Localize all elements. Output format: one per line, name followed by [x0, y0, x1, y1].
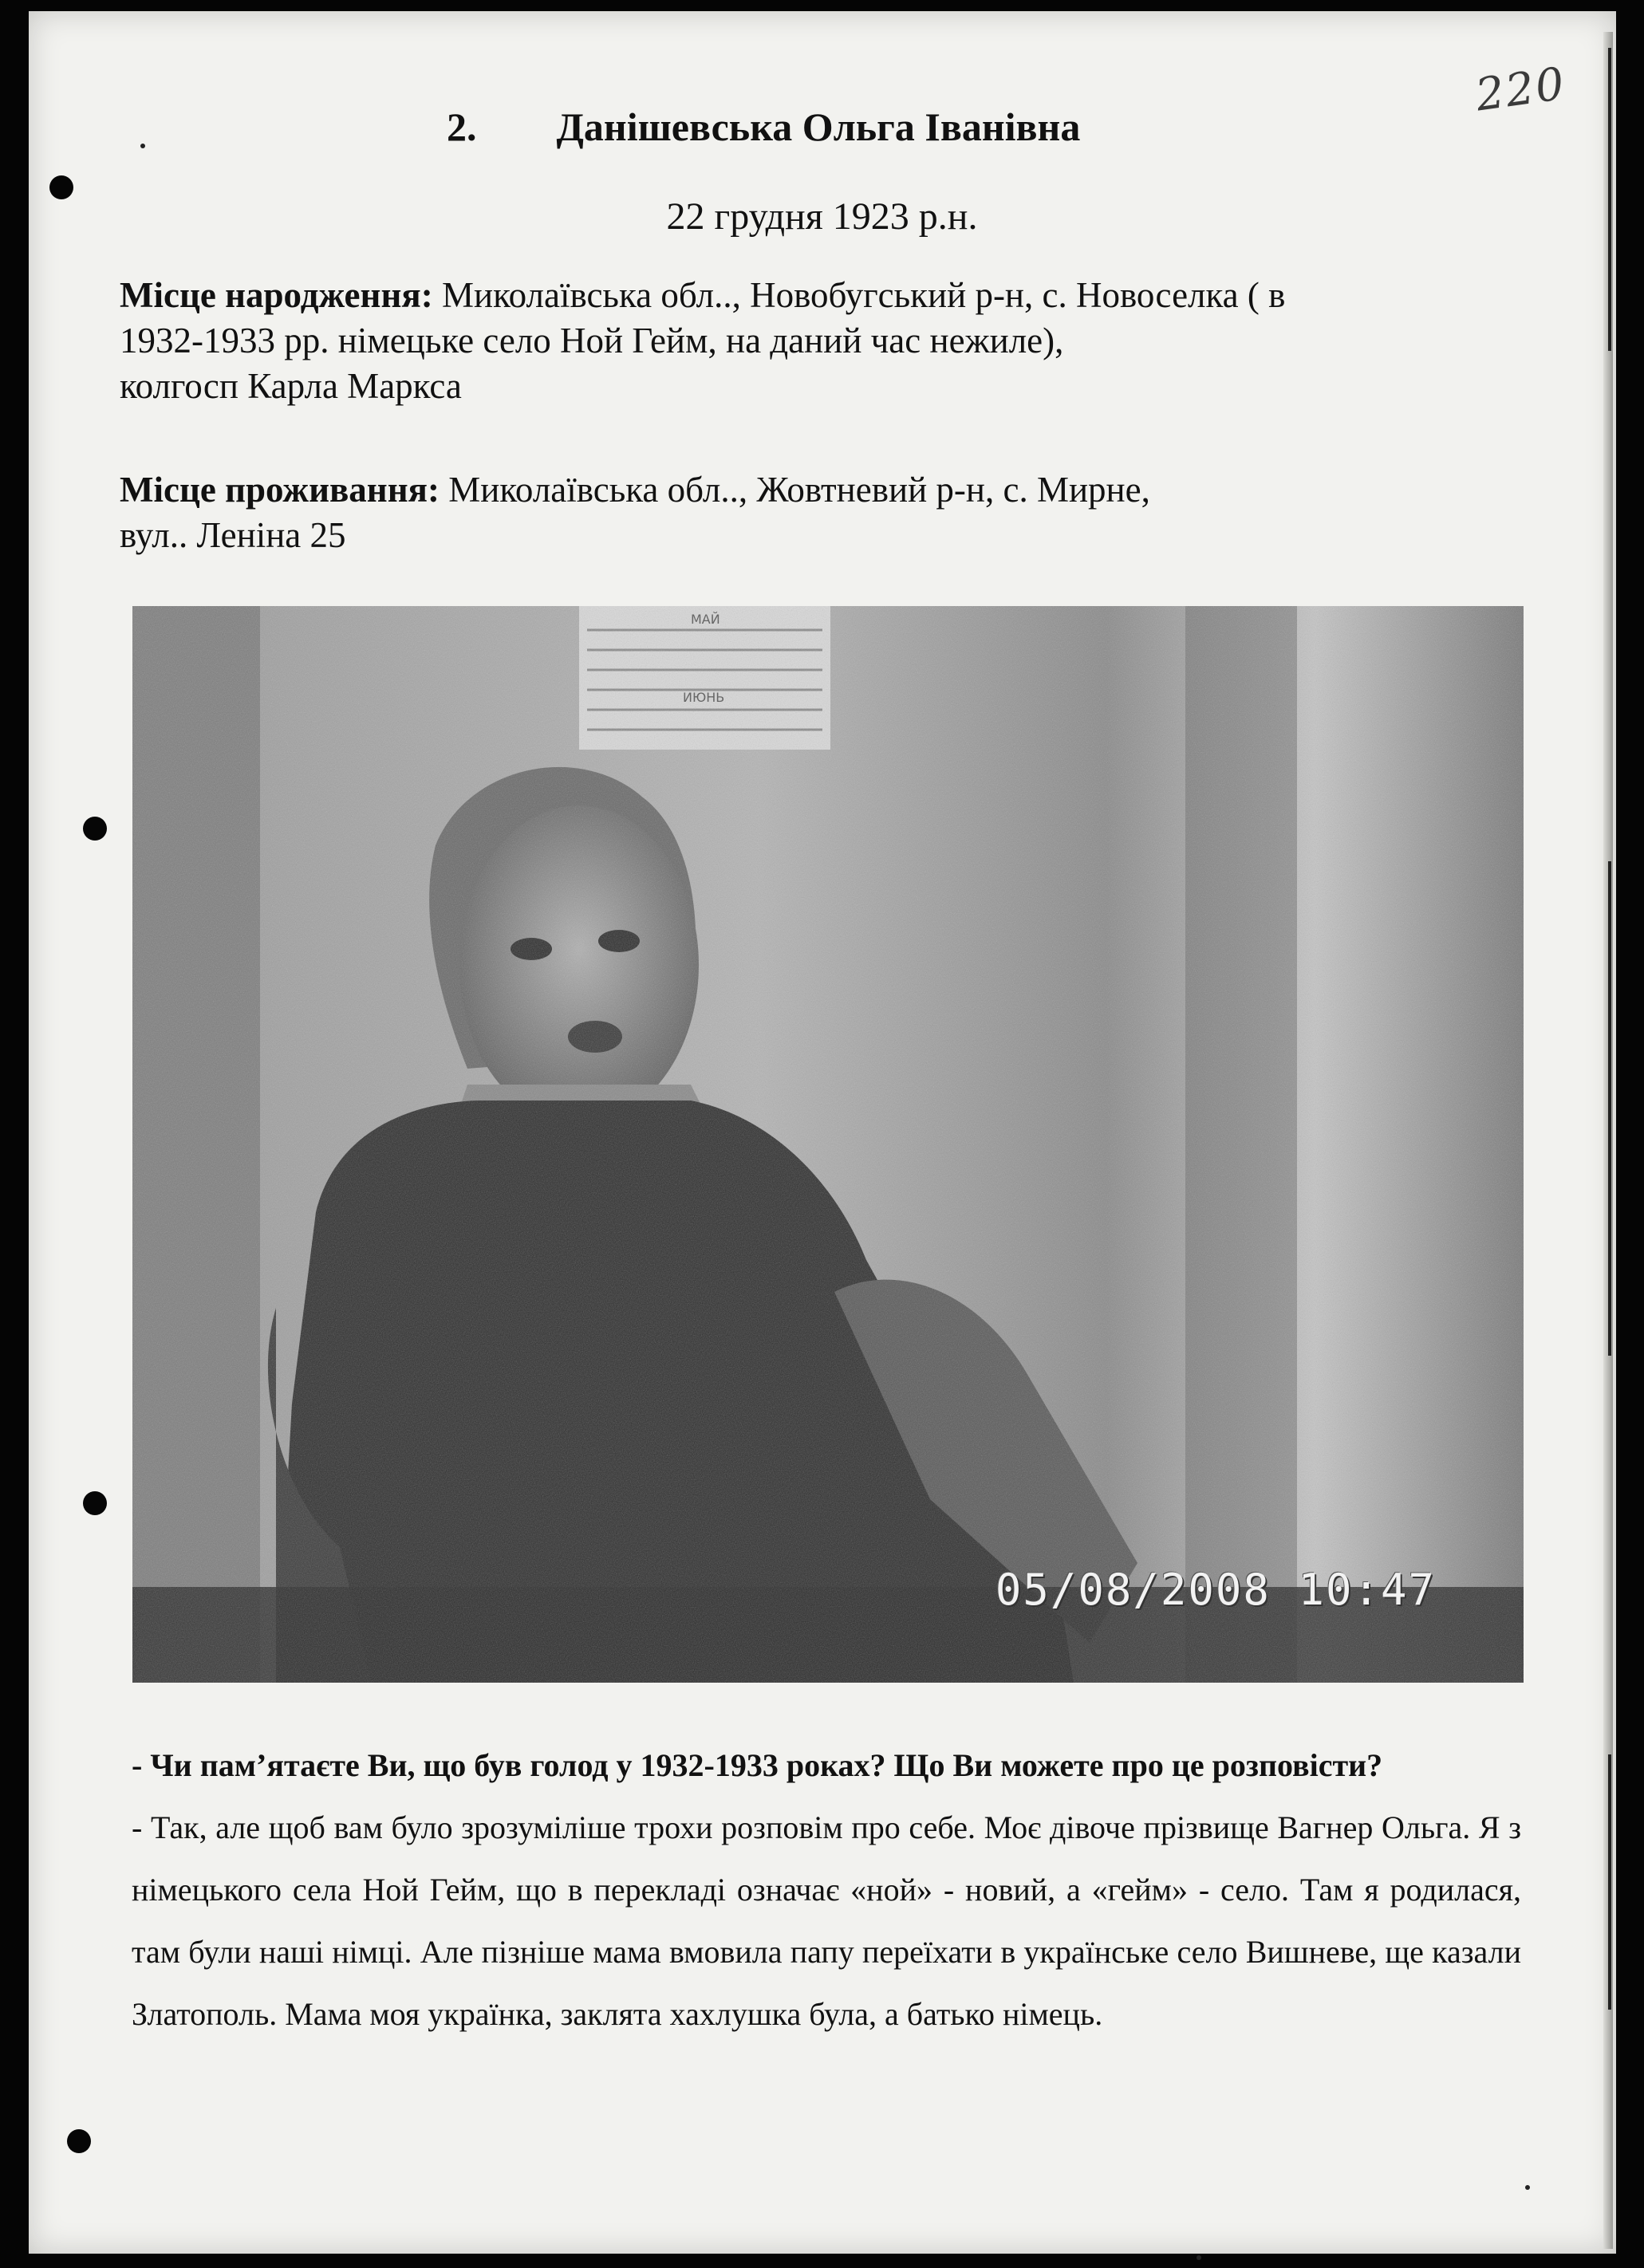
scan-speck [140, 144, 145, 148]
punch-hole-4 [67, 2129, 91, 2153]
birthplace-line-1 [120, 273, 1540, 318]
punch-hole-2 [83, 817, 107, 841]
portrait-photo-image [132, 606, 1524, 1683]
birthplace-label: Місце народження: [120, 275, 433, 315]
scan-speck [1525, 2185, 1530, 2190]
entry-number: 2. [447, 104, 477, 149]
residence-text-1: Миколаївська обл.., Жовтневий р-н, с. Мирне, [439, 470, 1150, 510]
interview-answer: - Так, але щоб вам було зрозуміліше трохи розповім про себе. Моє дівоче прізвище Вагнер Ольга. Я з німецького села Ной Гейм, що в перекладі означає «ной» - новий, а «гейм» - село. Там я родилася, там були наші німці. Але пізніше мама вмовила папу переїхати в українське село Вишневе, ще казали Златополь. Мама моя українка, заклята хахлушка була, а батько німець. [132, 1809, 1521, 2032]
punch-hole-3 [83, 1491, 107, 1515]
residence-line-2: вул.. Леніна 25 [120, 515, 346, 555]
birthplace-block [120, 273, 1540, 409]
photo-timestamp: 05/08/2008 10:47 [995, 1565, 1436, 1615]
birthplace-line-3: колгосп Карла Маркса [120, 366, 462, 406]
birth-date: 22 грудня 1923 р.н. [666, 195, 978, 238]
birthplace-text-1: Миколаївська обл.., Новобугський р-н, с. Новоселка ( в [432, 275, 1286, 315]
birthplace-line-2: 1932-1933 рр. німецьке село Ной Гейм, на даний час нежиле), [120, 321, 1064, 360]
photo-grain [132, 606, 1524, 1683]
residence-line-1 [120, 467, 1540, 513]
scan-speck [1197, 2255, 1201, 2260]
edge-line-middle [1608, 861, 1611, 1356]
residence-block [120, 467, 1540, 558]
edge-line-bottom [1608, 1754, 1611, 2010]
person-name: Данішевська Ольга Іванівна [556, 104, 1081, 149]
residence-label: Місце проживання: [120, 470, 440, 510]
interview-text [132, 1734, 1521, 2046]
portrait-photo [132, 606, 1524, 1683]
handwritten-page-number: 220 [1473, 57, 1569, 122]
interview-question: - Чи пам’ятаєте Ви, що був голод у 1932-1933 роках? Що Ви можете про це розповісти? [132, 1747, 1383, 1783]
page-title [447, 104, 1080, 150]
